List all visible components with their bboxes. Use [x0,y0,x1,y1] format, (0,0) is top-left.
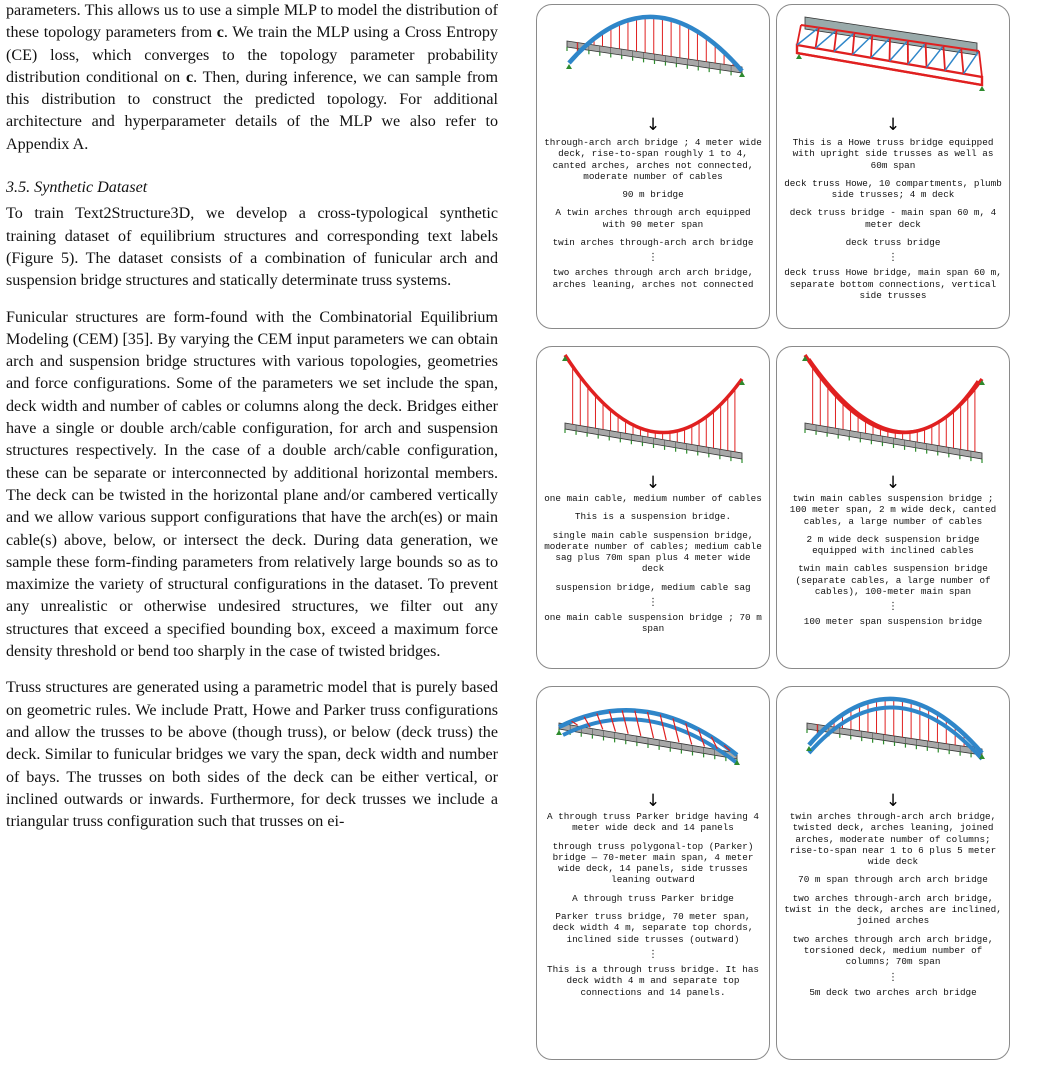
text-caption: suspension bridge, medium cable sag [555,581,751,593]
deck [805,423,982,463]
text-caption: A through truss Parker bridge having 4 meter wide deck and 14 panels [546,811,759,834]
supports [802,356,985,385]
caption-list [542,493,764,642]
text-caption: 90 m bridge [622,189,684,201]
text-caption: two arches through-arch arch bridge, twist in the deck, arches are inclined, joined arches [784,892,1002,927]
bridge-render [537,347,770,475]
down-arrow-icon: ↓ [885,115,901,135]
text-caption: twin main cables suspension bridge (separate cables, a large number of cables), 100-meter main span [795,563,991,598]
text-caption: two arches through arch arch bridge, torsioned deck, medium number of columns; 70m span [792,933,994,968]
ellipsis-icon: ⋮ [648,597,658,609]
text-caption: twin main cables suspension bridge ; 100 meter span, 2 m wide deck, canted cables, a large number of cables [789,493,997,527]
down-arrow-icon: ↓ [645,791,661,811]
c-symbol: c [185,68,194,86]
caption-list [782,137,1004,308]
supports [562,356,745,385]
c-symbol: c [216,24,224,42]
main-cable [565,355,742,452]
text-caption-last: one main cable suspension bridge ; 70 m span [544,612,762,635]
paragraph-dataset-intro: To train Text2Structure3D, we develop a cross-typological synthetic training dataset of equilibrium structures and corresponding text labels (Figure 5). The dataset consists of a combination of funicular arch and suspension bridge structures and statically determinate truss systems. [6,205,498,290]
through-truss [559,710,737,763]
text-caption: 2 m wide deck suspension bridge equipped with inclined cables [806,533,980,557]
text-caption: This is a suspension bridge. [574,511,732,523]
truss [797,17,982,85]
down-arrow-icon: ↓ [885,473,901,493]
text-caption-last: deck truss Howe bridge, main span 60 m, separate bottom connections, vertical side trusses [784,267,1002,301]
paper-text-column [6,0,498,833]
paragraph-truss: Truss structures are generated using a parametric model that is purely based on geometric rules. We include Pratt, Howe and Parker truss configurations and allow the trusses to be above (though truss), or below (deck truss) the deck. Similar to funicular bridges we vary the span, deck width and number of bays. The trusses on both sides of the deck can be either vertical, or inclined outwards or inwards. Furthermore, for deck trusses we include a triangular truss configuration such that trusses on ei- [6,679,498,831]
paragraph-funicular: Funicular structures are form-found with the Combinatorial Equilibrium Modeling (CEM) [35]. By varying the CEM input parameters we can obtain arch and suspension bridge structures with various topologies, geometries and force configurations. Some of the parameters we set include the span, deck width and number of cables or columns along the deck. Bridges either have a single or double arch/cable configuration, for arch and suspension structures respectively. In the case of a double arch/cable configuration, these can be separate or interconnected by additional horizontal members. The deck can be twisted in the horizontal plane and/or cambered vertically and we allow various support configurations that have the arch(es) or main cable(s) above, below, or intersect the deck. During data generation, we sample these form-finding parameters from relatively large bounds so as to maximize the variety of structural configurations in the dataset. To prevent any unrealistic or otherwise undesired structures, we filter out any structures that exceed a specified bounding box, exceed a maximum force density threshold or bend too sharply in the case of twisted bridges. [6,308,498,661]
figure-panel-through-truss [536,686,770,1060]
text-caption: twin arches through-arch arch bridge, twisted deck, arches leaning, joined arches, moderate number of columns; rise-to-span near 1 to 6 plus 5 meter wide deck [789,811,997,868]
text-caption: through truss polygonal-top (Parker) bridge — 70-meter main span, 4 meter wide deck, 14 panels, side trusses leaning outward [552,840,754,886]
text-caption: twin arches through-arch arch bridge [552,237,754,249]
text-caption: deck truss Howe, 10 compartments, plumb side trusses; 4 m deck [784,177,1002,201]
bridge-render [777,5,1010,117]
caption-list [542,137,764,297]
caption-list [542,811,764,1005]
down-arrow-icon: ↓ [885,791,901,811]
text-caption: one main cable, medium number of cables [544,493,762,504]
main-cable [805,355,982,452]
text-caption-last: two arches through arch arch bridge, arches leaning, arches not connected [552,267,754,290]
down-arrow-icon: ↓ [645,473,661,493]
down-arrow-icon: ↓ [645,115,661,135]
ellipsis-icon: ⋮ [648,948,658,960]
caption-list [782,493,1004,635]
text-caption: Parker truss bridge, 70 meter span, deck width 4 m, separate top chords, inclined side trusses (outward) [552,911,754,945]
text-caption: deck truss bridge - main span 60 m, 4 meter deck [789,207,997,230]
text-caption-last: This is a through truss bridge. It has deck width 4 m and separate top connections and 14 panels. [546,963,759,998]
text-caption: A twin arches through arch equipped with 90 meter span [555,207,751,230]
text-caption: single main cable suspension bridge, moderate number of cables; medium cable sag plus 70m span plus 4 meter wide deck [544,529,762,575]
ellipsis-icon: ⋮ [648,252,658,264]
text-caption: deck truss bridge [845,237,941,249]
figure-panel-suspension-single [536,346,770,669]
ellipsis-icon: ⋮ [888,971,898,983]
figure-panel-arch [536,4,770,329]
text-caption: 70 m span through arch arch bridge [798,874,988,886]
text-caption: through-arch arch bridge ; 4 meter wide deck, rise-to-span roughly 1 to 4, canted arches, arches not connected, moderate number of cables [544,137,762,182]
ellipsis-icon: ⋮ [888,252,898,264]
figure-panel-arch-twin [776,686,1010,1060]
section-title: 3.5. Synthetic Dataset [6,179,148,197]
bridge-render [777,687,1010,793]
paragraph-mlp: parameters. This allows us to use a simple MLP to model the distribution of these topology parameters from c. We train the MLP using a Cross Entropy (CE) loss, which converges to the topology parameter probability distribution conditional on c. Then, during inference, we can sample from this distribution to construct the predicted topology. For additional architecture and hyperparameter details of the MLP we also refer to Appendix A. [6,2,498,153]
text-caption-last: 5m deck two arches arch bridge [809,986,977,998]
bridge-render [537,687,770,793]
bridge-render [777,347,1010,475]
deck [565,423,742,463]
text-caption: A through truss Parker bridge [572,892,734,904]
bridge-render [537,5,770,117]
caption-list [782,811,1004,1005]
figure-panel-suspension-twin [776,346,1010,669]
text-caption-last: 100 meter span suspension bridge [803,616,983,628]
figure-panel-truss [776,4,1010,329]
ellipsis-icon: ⋮ [888,601,898,613]
text-caption: This is a Howe truss bridge equipped with upright side trusses as well as 60m span [792,137,994,171]
